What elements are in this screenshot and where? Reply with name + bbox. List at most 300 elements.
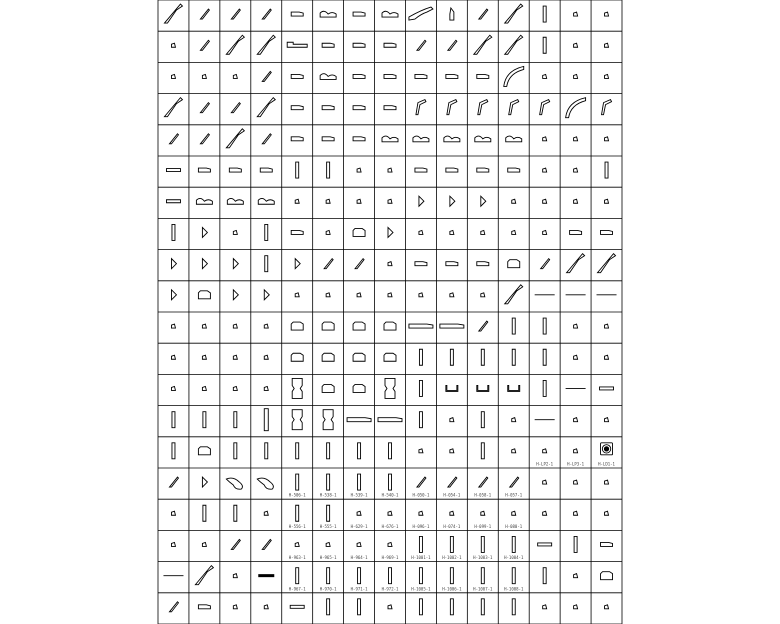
profile-dot [388,199,392,203]
profile-post [203,412,206,428]
profile-bar-wide [378,418,402,422]
profile-post [389,474,392,490]
profile-cap [322,106,334,110]
profile-box [353,228,365,236]
profile-box [353,384,365,392]
profile-post [481,568,484,584]
profile-box [601,572,613,580]
profile-post [296,474,299,490]
profile-post [543,380,546,396]
profile-cap [198,605,210,609]
profile-post [265,443,268,459]
profile-dot [574,168,578,172]
profile-dot [605,511,609,515]
profile-code-label: H-099-1 [474,523,492,529]
profile-hook [416,100,426,115]
profile-post [543,349,546,365]
profile-dot [605,605,609,609]
profile-dot [512,418,516,422]
profile-blob [257,478,273,489]
profile-box-tall [385,378,395,398]
profile-post [419,599,422,615]
profile-cap [384,74,396,78]
profile-post [358,474,361,490]
profile-cap [384,106,396,110]
profile-tri [481,196,486,206]
profile-code-label: H-1002-1 [442,555,462,561]
profile-dot [450,230,454,234]
profile-dot [574,199,578,203]
profile-tri [171,259,176,269]
profile-post [296,443,299,459]
profile-dot [543,511,547,515]
profile-post [234,443,237,459]
profile-dot [171,355,175,359]
profile-post [327,443,330,459]
profile-cup [446,385,458,391]
profile-dot [357,168,361,172]
profile-hook [447,100,457,115]
profile-slant-long [164,98,182,117]
profile-dot [233,386,237,390]
profile-slant [169,602,178,612]
profile-code-label: H-1008-1 [504,586,524,592]
profile-cap [353,43,365,47]
profile-slant [479,321,488,331]
profile-box [198,447,210,455]
profile-dot [264,386,268,390]
profile-cap-wide [287,42,307,47]
profile-post [296,568,299,584]
profile-dot [357,542,361,546]
profile-dot [543,605,547,609]
profile-dot [543,137,547,141]
profile-slant-long [226,35,244,54]
profile-slant [231,539,240,549]
profile-cap [415,74,427,78]
profile-post [419,568,422,584]
profile-dot [233,74,237,78]
profile-dot [295,199,299,203]
profile-post [358,599,361,615]
profile-dot [574,418,578,422]
profile-bar [166,169,180,172]
profile-post [203,505,206,521]
profile-dot [388,262,392,266]
profile-box [353,322,365,330]
profile-code-label: H-LP2-1 [536,461,554,467]
profile-wave [258,198,274,204]
profile-slant [262,9,271,19]
profile-post [419,412,422,428]
profile-code-label: H-970-1 [319,586,337,592]
profile-code-label: H-1005-1 [411,586,431,592]
profile-slant-long [474,35,492,54]
profile-rule-thick [258,574,274,577]
profile-dot [574,43,578,47]
profile-post [172,224,175,240]
profile-code-label: H-506-1 [288,492,306,498]
profile-code-label: H-555-1 [319,523,337,529]
profile-dot [512,230,516,234]
profile-dot [171,542,175,546]
profile-post [172,443,175,459]
profile-post [481,349,484,365]
profile-post [512,599,515,615]
profile-tri [202,259,207,269]
profile-slant [479,9,488,19]
profile-dot [605,43,609,47]
profile-dot [574,324,578,328]
profile-hook [540,100,550,115]
profile-slant-long [505,35,523,54]
profile-dot [233,605,237,609]
profile-code-label: H-LD1-1 [598,461,615,467]
profile-post [512,568,515,584]
profile-code-label: H-538-1 [319,492,337,498]
profile-dot [481,293,485,297]
profile-code-label: H-1006-1 [442,586,462,592]
profile-post [543,6,546,22]
profile-box-tall [292,378,302,398]
profile-post [327,162,330,178]
profile-cap [384,43,396,47]
profile-dot [574,511,578,515]
profile-code-label: H-964-1 [350,555,368,561]
profile-dot [543,199,547,203]
profile-slant [169,134,178,144]
profile-cap [353,106,365,110]
profile-dot [419,293,423,297]
profile-tri [202,227,207,237]
profile-wave [320,74,336,80]
profile-code-label: H-096-1 [412,523,430,529]
profile-dot [574,605,578,609]
profile-slant [200,134,209,144]
profile-dot [264,355,268,359]
profile-dot [605,418,609,422]
profile-dot [512,449,516,453]
profile-dot [264,511,268,515]
profile-slant [479,477,488,487]
profile-tri [202,477,207,487]
profile-post [327,568,330,584]
profile-dot [171,43,175,47]
profile-code-label: H-971-1 [350,586,368,592]
profile-dot [574,574,578,578]
profile-wave [506,136,522,142]
profile-dot [202,355,206,359]
profile-dot [450,449,454,453]
catalog-grid [158,0,622,624]
profile-dot [202,324,206,328]
profile-code-label: H-629-1 [350,523,368,529]
profile-dot [419,511,423,515]
profile-post [481,599,484,615]
profile-dot [543,449,547,453]
profile-wave [444,136,460,142]
profile-code-label: H-972-1 [381,586,399,592]
profile-slant [417,477,426,487]
profile-dot [419,230,423,234]
profile-dot [543,480,547,484]
profile-slant [200,9,209,19]
profile-cove [566,98,586,118]
profile-tri [295,259,300,269]
profile-cap [291,230,303,234]
profile-notch [450,8,454,20]
profile-post [450,536,453,552]
profile-code-label: H-540-1 [381,492,399,498]
profile-bar-wide [440,324,464,328]
profile-cap [477,168,489,172]
profile-bar [538,543,552,546]
profile-code-label: H-965-1 [319,555,337,561]
profile-tri [388,227,393,237]
profile-blob [226,478,242,489]
profile-slant-long [257,98,275,117]
profile-cap [291,137,303,141]
profile-post [512,349,515,365]
profile-post [450,568,453,584]
profile-dot [574,355,578,359]
profile-code-label: H-539-1 [350,492,368,498]
profile-slant [200,103,209,113]
profile-dot [450,293,454,297]
profile-post [450,599,453,615]
profile-slant [417,40,426,50]
profile-post [481,443,484,459]
profile-medallion [601,443,613,455]
profile-post [172,412,175,428]
profile-cap [353,12,365,16]
profile-dot [326,199,330,203]
profile-post [389,568,392,584]
profile-dot [512,511,516,515]
profile-wave [227,198,243,204]
profile-cap [322,43,334,47]
profile-code-label: H-1004-1 [504,555,524,561]
profile-dot [574,74,578,78]
profile-slant-long [567,254,585,273]
profile-dot [419,449,423,453]
profile-dot [574,137,578,141]
profile-hook [478,100,488,115]
profile-cap [415,262,427,266]
profile-code-label: H-1007-1 [473,586,493,592]
profile-dot [605,199,609,203]
profile-code-label: H-967-1 [288,586,306,592]
profile-cap [198,168,210,172]
profile-dot [388,605,392,609]
profile-tri [171,290,176,300]
profile-post [389,443,392,459]
profile-dot [574,480,578,484]
profile-post [265,224,268,240]
profile-slant [510,477,519,487]
profile-cap [446,262,458,266]
profile-bar [166,200,180,203]
profile-post [543,568,546,584]
profile-code-label: H-1001-1 [411,555,431,561]
profile-cap [477,262,489,266]
profile-post [419,536,422,552]
profile-box [322,353,334,361]
profile-slant-long [195,566,213,585]
profile-code-label: H-057-1 [505,492,523,498]
profile-cove [504,66,524,86]
profile-slant [169,477,178,487]
profile-cap [446,74,458,78]
profile-slant-long [505,4,523,23]
profile-dot [326,230,330,234]
profile-dot [326,293,330,297]
profile-dot [233,355,237,359]
profile-post [512,536,515,552]
profile-slant [200,40,209,50]
profile-post [605,162,608,178]
profile-post [234,505,237,521]
profile-dot [388,168,392,172]
profile-post [327,599,330,615]
profile-dot [357,199,361,203]
profile-slant [448,40,457,50]
profile-cap [601,542,613,546]
profile-box-tall [323,410,333,430]
profile-slant [448,477,457,487]
profile-post [481,412,484,428]
profile-box [384,353,396,361]
profile-post [481,536,484,552]
profile-cap [291,106,303,110]
profile-slant-long [226,129,244,148]
profile-dot [450,511,454,515]
profile-tri [419,196,424,206]
profile-post [543,37,546,53]
profile-dot [605,480,609,484]
profile-box [508,260,520,268]
profile-code-label: H-080-1 [505,523,523,529]
profile-code-label: H-050-1 [412,492,430,498]
profile-post [574,536,577,552]
profile-box [291,353,303,361]
profile-code-label: H-058-1 [474,492,492,498]
profile-dot [605,324,609,328]
profile-slant [262,134,271,144]
profile-code-label: H-054-1 [443,492,461,498]
profile-slant [262,71,271,81]
profile-box-tall [292,410,302,430]
profile-dot [202,74,206,78]
profile-post [296,505,299,521]
profile-dot [481,230,485,234]
profile-dot [543,230,547,234]
profile-tri [264,290,269,300]
profile-post [419,380,422,396]
profile-post [358,443,361,459]
profile-dot [264,605,268,609]
profile-slant-long [257,35,275,54]
profile-bar-wide [347,418,371,422]
profile-dot [171,74,175,78]
profile-dot [388,542,392,546]
profile-cap [415,168,427,172]
profile-post [543,318,546,334]
profile-cap [291,74,303,78]
profile-code-label: H-LP3-1 [567,461,585,467]
profile-bar [600,387,614,390]
profile-slant [262,539,271,549]
profile-cap [446,168,458,172]
profile-dot [605,12,609,16]
profile-box [384,322,396,330]
profile-wave-long [409,7,433,20]
profile-code-label: H-074-1 [443,523,461,529]
profile-slant [324,259,333,269]
profile-cup [508,385,520,391]
profile-box [353,353,365,361]
profile-cap [601,230,613,234]
profile-box [322,384,334,392]
profile-dot [574,449,578,453]
profile-dot [605,355,609,359]
profile-post [358,568,361,584]
profile-slant [231,103,240,113]
profile-post [450,349,453,365]
profile-dot [543,74,547,78]
profile-dot [233,574,237,578]
profile-dot [605,137,609,141]
profile-post [234,412,237,428]
profile-wave [413,136,429,142]
profile-tri [233,290,238,300]
profile-post-wide [264,409,268,431]
profile-dot [171,386,175,390]
profile-dot [357,511,361,515]
profile-post [327,505,330,521]
profile-dot [605,74,609,78]
profile-post [265,256,268,272]
profile-hook [602,100,612,115]
profile-slant-long [164,4,182,23]
profile-cap [353,74,365,78]
profile-cap [229,168,241,172]
profile-slant [355,259,364,269]
profile-dot [543,168,547,172]
profile-dot [388,511,392,515]
profile-post [296,162,299,178]
profile-cap [477,74,489,78]
profile-dot [574,12,578,16]
profile-box [322,322,334,330]
profile-cap [260,168,272,172]
profile-tri [233,259,238,269]
profile-cap [353,137,365,141]
profile-post [327,474,330,490]
profile-wave [475,136,491,142]
profile-tri [450,196,455,206]
profile-dot [295,293,299,297]
profile-dot [357,293,361,297]
profile-cap [291,12,303,16]
profile-slant [541,259,550,269]
profile-dot [450,418,454,422]
profile-code-label: H-556-1 [288,523,306,529]
profile-dot [295,542,299,546]
profile-code-label: H-1003-1 [473,555,493,561]
profile-code-label: H-969-1 [381,555,399,561]
profile-dot [171,324,175,328]
